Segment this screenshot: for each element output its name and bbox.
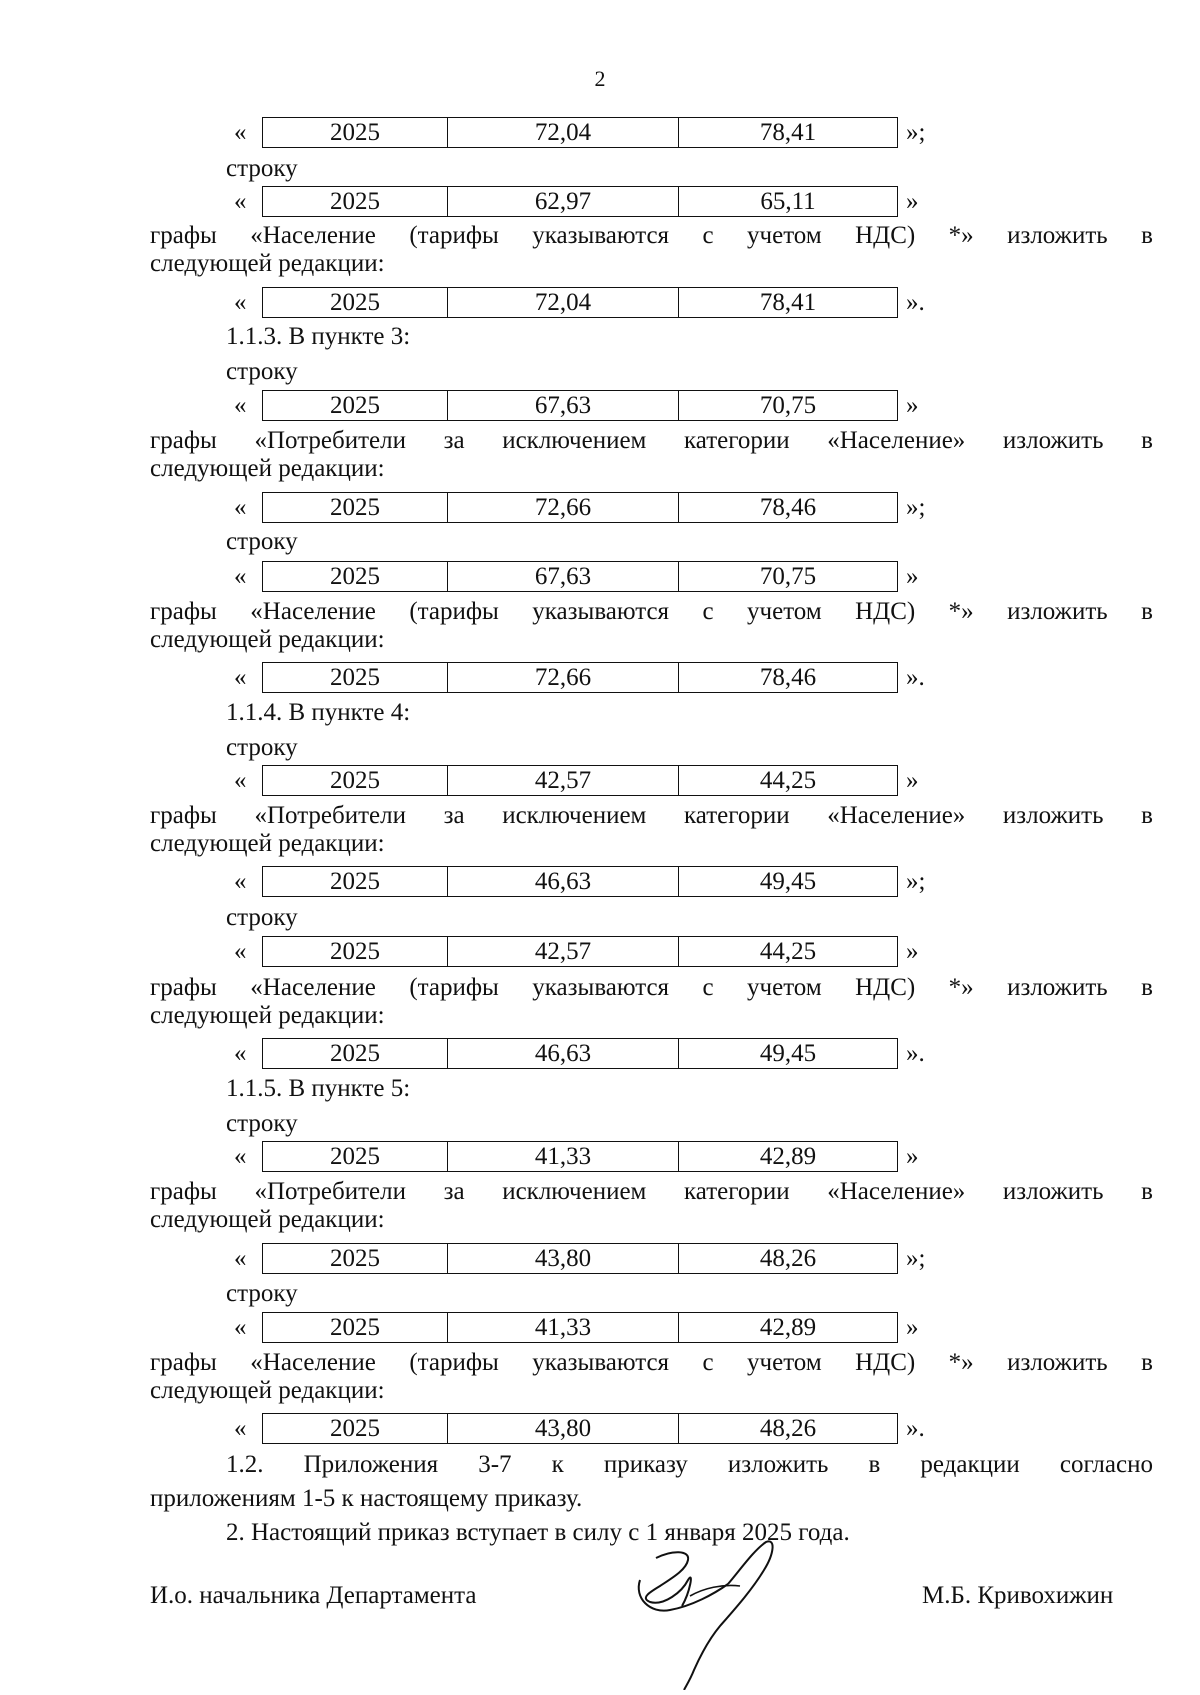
signatory-position: И.о. начальника Департамента: [150, 1582, 477, 1609]
cell-value-2: 42,89: [759, 1143, 817, 1170]
page-number: 2: [594, 66, 606, 91]
word: изложить: [1007, 1349, 1108, 1376]
text-line-justified: [226, 1451, 1153, 1479]
word: 1.2.: [226, 1451, 264, 1478]
word: за: [443, 427, 465, 454]
word: учетом: [747, 974, 822, 1001]
quote-open: «: [234, 1415, 247, 1442]
word: «Население»: [827, 427, 966, 454]
handwritten-signature: [630, 1540, 810, 1690]
tariff-table: [262, 662, 898, 693]
cell-value-1: 46,63: [448, 1039, 679, 1068]
word: в: [1141, 1349, 1153, 1376]
quote-close: »: [906, 188, 919, 215]
quote-close: »: [906, 1314, 919, 1341]
word: графы: [150, 1178, 217, 1205]
word: исключением: [502, 427, 647, 454]
cell-value-2: 49,45: [759, 1040, 817, 1067]
text-line: следующей редакции:: [150, 1206, 385, 1233]
cell-value-2: 78,46: [759, 664, 817, 691]
quote-close: ».: [906, 1415, 925, 1442]
word: изложить: [1002, 427, 1104, 454]
quote-close: »: [906, 392, 919, 419]
cell-value-2: 44,25: [759, 938, 817, 965]
cell-year: 2025: [263, 1414, 448, 1443]
word: НДС): [855, 974, 916, 1001]
section-heading: 1.1.5. В пункте 5:: [226, 1075, 411, 1102]
quote-open: «: [234, 1143, 247, 1170]
quote-close: »: [906, 563, 919, 590]
word: графы: [150, 598, 217, 625]
cell-value-2: 48,26: [759, 1245, 817, 1272]
word: *»: [948, 598, 974, 625]
word: учетом: [747, 222, 822, 249]
word: в: [1141, 802, 1153, 829]
word: категории: [683, 802, 790, 829]
tariff-table: [262, 1038, 898, 1069]
quote-close: »;: [906, 1245, 926, 1272]
cell-value-1: 72,66: [448, 663, 679, 692]
word: «Население: [250, 974, 376, 1001]
word: указываются: [532, 222, 670, 249]
word: исключением: [502, 1178, 647, 1205]
word: «Население: [250, 222, 376, 249]
quote-close: »: [906, 938, 919, 965]
word: «Потребители: [254, 427, 406, 454]
cell-value-2: 48,26: [759, 1415, 817, 1442]
quote-open: «: [234, 664, 247, 691]
text-line: строку: [226, 1280, 298, 1307]
word: учетом: [747, 1349, 822, 1376]
cell-value-1: 43,80: [448, 1414, 679, 1443]
quote-close: »;: [906, 119, 926, 146]
word: 3-7: [478, 1451, 512, 1478]
tariff-table: [262, 186, 898, 217]
word: согласно: [1059, 1451, 1153, 1478]
text-line: строку: [226, 1110, 298, 1137]
cell-value-2: 78,46: [759, 494, 817, 521]
quote-open: «: [234, 1314, 247, 1341]
word: приказу: [603, 1451, 688, 1478]
word: *»: [948, 974, 974, 1001]
tariff-table: [262, 866, 898, 897]
quote-close: »;: [906, 868, 926, 895]
word: НДС): [855, 1349, 916, 1376]
word: исключением: [502, 802, 647, 829]
tariff-table: [262, 561, 898, 592]
cell-value-2: 65,11: [760, 188, 816, 215]
word: изложить: [727, 1451, 829, 1478]
word: указываются: [532, 974, 670, 1001]
cell-value-2: 49,45: [759, 868, 817, 895]
word: (тарифы: [409, 222, 499, 249]
cell-value-1: 72,04: [448, 288, 679, 317]
section-heading: 1.1.3. В пункте 3:: [226, 323, 411, 350]
cell-year: 2025: [263, 288, 448, 317]
text-line: следующей редакции:: [150, 1002, 385, 1029]
quote-close: ».: [906, 289, 925, 316]
word: указываются: [532, 598, 670, 625]
word: «Потребители: [254, 1178, 406, 1205]
quote-close: ».: [906, 664, 925, 691]
cell-year: 2025: [263, 937, 448, 966]
word: в: [1141, 427, 1153, 454]
quote-close: ».: [906, 1040, 925, 1067]
text-line-justified: [150, 1349, 1153, 1377]
cell-value-1: 46,63: [448, 867, 679, 896]
tariff-table: [262, 936, 898, 967]
text-line: следующей редакции:: [150, 1377, 385, 1404]
cell-year: 2025: [263, 663, 448, 692]
cell-value-1: 62,97: [448, 187, 679, 216]
word: графы: [150, 427, 217, 454]
word: учетом: [747, 598, 822, 625]
word: указываются: [532, 1349, 670, 1376]
word: в: [1141, 222, 1153, 249]
quote-open: «: [234, 868, 247, 895]
quote-close: »;: [906, 494, 926, 521]
cell-year: 2025: [263, 1244, 448, 1273]
cell-year: 2025: [263, 187, 448, 216]
text-line: следующей редакции:: [150, 626, 385, 653]
text-line: приложениям 1-5 к настоящему приказу.: [150, 1485, 583, 1512]
word: «Население: [250, 598, 376, 625]
word: (тарифы: [409, 974, 499, 1001]
text-line: строку: [226, 358, 298, 385]
quote-open: «: [234, 938, 247, 965]
tariff-table: [262, 1243, 898, 1274]
word: «Население»: [827, 1178, 966, 1205]
cell-value-1: 41,33: [448, 1142, 679, 1171]
word: категории: [683, 1178, 790, 1205]
word: в: [1141, 1178, 1153, 1205]
word: *»: [948, 1349, 974, 1376]
text-line: следующей редакции:: [150, 830, 385, 857]
cell-value-1: 42,57: [448, 937, 679, 966]
cell-year: 2025: [263, 118, 448, 147]
cell-value-2: 44,25: [759, 767, 817, 794]
word: за: [443, 1178, 465, 1205]
word: «Население»: [827, 802, 966, 829]
quote-open: «: [234, 119, 247, 146]
tariff-table: [262, 1141, 898, 1172]
quote-open: «: [234, 289, 247, 316]
cell-value-1: 67,63: [448, 562, 679, 591]
text-line-justified: [150, 427, 1153, 455]
text-line-justified: [150, 974, 1153, 1002]
word: редакции: [920, 1451, 1020, 1478]
word: изложить: [1002, 1178, 1104, 1205]
word: Приложения: [303, 1451, 439, 1478]
text-line: строку: [226, 904, 298, 931]
word: изложить: [1002, 802, 1104, 829]
tariff-table: [262, 1312, 898, 1343]
text-line: строку: [226, 734, 298, 761]
word: (тарифы: [409, 1349, 499, 1376]
word: за: [443, 802, 465, 829]
word: графы: [150, 802, 217, 829]
cell-year: 2025: [263, 493, 448, 522]
word: графы: [150, 974, 217, 1001]
text-line-justified: [150, 1178, 1153, 1206]
word: с: [702, 974, 714, 1001]
word: с: [702, 598, 714, 625]
quote-open: «: [234, 188, 247, 215]
quote-close: »: [906, 1143, 919, 1170]
quote-close: »: [906, 767, 919, 794]
text-line: следующей редакции:: [150, 455, 385, 482]
word: графы: [150, 1349, 217, 1376]
word: категории: [683, 427, 790, 454]
cell-year: 2025: [263, 562, 448, 591]
word: НДС): [855, 222, 916, 249]
word: изложить: [1007, 598, 1108, 625]
signatory-name: М.Б. Кривохижин: [922, 1582, 1114, 1609]
cell-value-2: 70,75: [759, 392, 817, 419]
tariff-table: [262, 117, 898, 148]
word: с: [702, 1349, 714, 1376]
text-line: строку: [226, 528, 298, 555]
word: «Население: [250, 1349, 376, 1376]
cell-value-2: 78,41: [759, 119, 817, 146]
word: в: [1141, 598, 1153, 625]
text-line: строку: [226, 155, 298, 182]
cell-value-1: 43,80: [448, 1244, 679, 1273]
word: «Потребители: [254, 802, 406, 829]
tariff-table: [262, 492, 898, 523]
text-line-justified: [150, 222, 1153, 250]
word: с: [702, 222, 714, 249]
word: *»: [948, 222, 974, 249]
word: в: [1141, 974, 1153, 1001]
cell-value-1: 72,66: [448, 493, 679, 522]
quote-open: «: [234, 563, 247, 590]
word: НДС): [855, 598, 916, 625]
text-line-justified: [150, 802, 1153, 830]
cell-value-1: 41,33: [448, 1313, 679, 1342]
tariff-table: [262, 287, 898, 318]
cell-year: 2025: [263, 867, 448, 896]
quote-open: «: [234, 1245, 247, 1272]
cell-value-1: 67,63: [448, 391, 679, 420]
tariff-table: [262, 1413, 898, 1444]
word: к: [551, 1451, 564, 1478]
word: графы: [150, 222, 217, 249]
word: изложить: [1007, 974, 1108, 1001]
text-line: следующей редакции:: [150, 250, 385, 277]
cell-year: 2025: [263, 391, 448, 420]
cell-year: 2025: [263, 1039, 448, 1068]
quote-open: «: [234, 494, 247, 521]
quote-open: «: [234, 392, 247, 419]
tariff-table: [262, 765, 898, 796]
section-heading: 1.1.4. В пункте 4:: [226, 699, 411, 726]
word: в: [868, 1451, 881, 1478]
text-line-justified: [150, 598, 1153, 626]
cell-value-2: 78,41: [759, 289, 817, 316]
text-line: 2. Настоящий приказ вступает в силу с 1 января 2025 года.: [226, 1519, 850, 1546]
word: (тарифы: [409, 598, 499, 625]
cell-year: 2025: [263, 766, 448, 795]
cell-value-1: 42,57: [448, 766, 679, 795]
cell-value-2: 70,75: [759, 563, 817, 590]
quote-open: «: [234, 767, 247, 794]
cell-value-1: 72,04: [448, 118, 679, 147]
quote-open: «: [234, 1040, 247, 1067]
tariff-table: [262, 390, 898, 421]
cell-year: 2025: [263, 1313, 448, 1342]
word: изложить: [1007, 222, 1108, 249]
cell-year: 2025: [263, 1142, 448, 1171]
cell-value-2: 42,89: [759, 1314, 817, 1341]
